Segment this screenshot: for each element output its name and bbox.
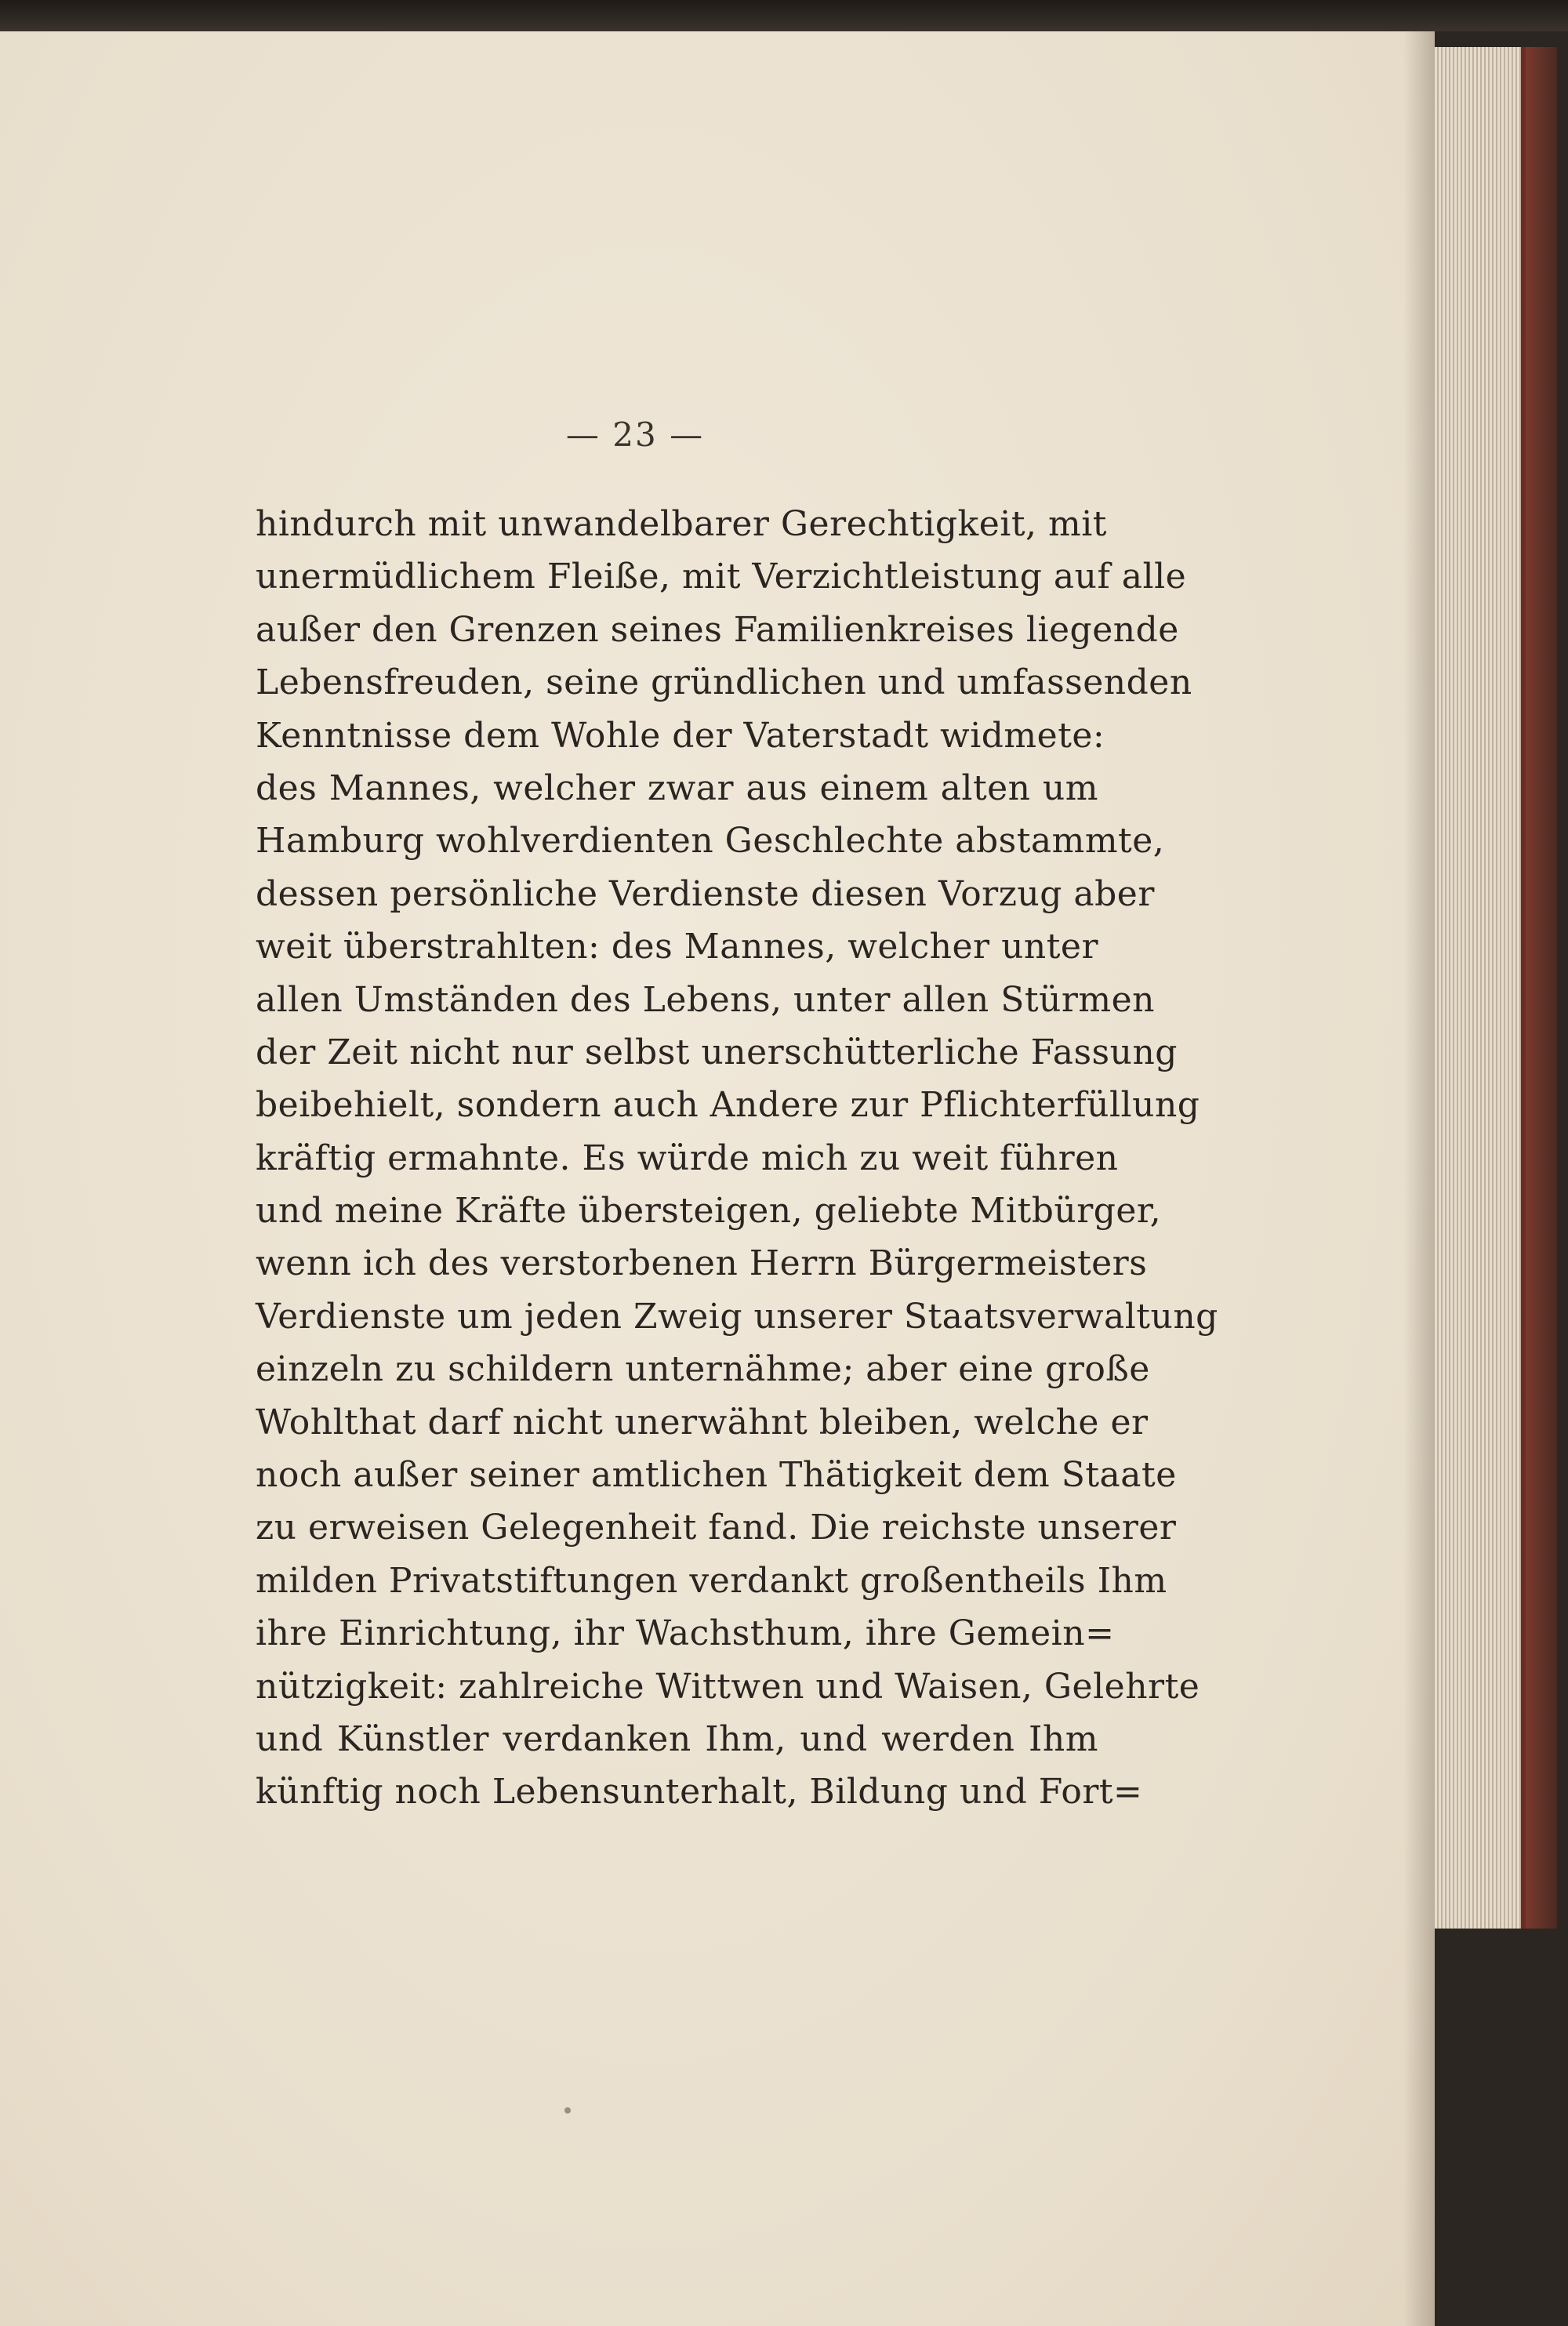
text-line: dessen persönliche Verdienste diesen Vorzug aber <box>256 873 1155 914</box>
text-line: Hamburg wohlverdienten Geschlechte abstammte, <box>256 821 1165 862</box>
page-number: — 23 — <box>565 415 705 454</box>
text-line: weit überstrahlten: des Mannes, welcher unter <box>256 927 1098 967</box>
text-line: Lebensfreuden, seine gründlichen und umfassenden <box>256 662 1192 703</box>
scan-top-border <box>0 0 1568 31</box>
text-line: hindurch mit unwandelbarer Gerechtigkeit, mit <box>256 504 1107 544</box>
page-edges <box>1435 47 1526 1929</box>
text-line: und Künstler verdanken Ihm, und werden Ihm <box>256 1718 1098 1759</box>
text-line: des Mannes, welcher zwar aus einem alten um <box>256 767 1098 808</box>
text-line: Wohlthat darf nicht unerwähnt bleiben, welche er <box>256 1402 1149 1442</box>
text-line: außer den Grenzen seines Familienkreises liegende <box>256 609 1179 650</box>
text-line: allen Umständen des Lebens, unter allen Stürmen <box>256 979 1155 1020</box>
text-line: nützigkeit: zahlreiche Wittwen und Waisen, Gelehrte <box>256 1666 1200 1707</box>
text-line: kräftig ermahnte. Es würde mich zu weit führen <box>256 1138 1119 1178</box>
text-line: Kenntnisse dem Wohle der Vaterstadt widmete: <box>256 715 1105 756</box>
page-gutter-shadow <box>1403 31 1435 2326</box>
text-line: wenn ich des verstorbenen Herrn Bürgermeisters <box>256 1243 1148 1284</box>
text-line: der Zeit nicht nur selbst unerschütterliche Fassung <box>256 1032 1178 1072</box>
paper-speck <box>564 2107 571 2114</box>
text-line: Verdienste um jeden Zweig unserer Staatsverwaltung <box>256 1296 1218 1337</box>
text-line: und meine Kräfte übersteigen, geliebte Mitbürger, <box>256 1191 1162 1232</box>
text-line: künftig noch Lebensunterhalt, Bildung und Fort= <box>256 1772 1143 1813</box>
text-line: unermüdlichem Fleiße, mit Verzichtleistung auf alle <box>256 557 1187 597</box>
text-line: noch außer seiner amtlichen Thätigkeit dem Staate <box>256 1455 1177 1496</box>
text-line: einzeln zu schildern unternähme; aber eine große <box>256 1349 1150 1390</box>
book-cover-edge <box>1526 47 1557 1929</box>
text-line: zu erweisen Gelegenheit fand. Die reichste unserer <box>256 1508 1177 1548</box>
text-line: beibehielt, sondern auch Andere zur Pflichterfüllung <box>256 1085 1200 1126</box>
text-line: milden Privatstiftungen verdankt großentheils Ihm <box>256 1560 1167 1601</box>
text-line: ihre Einrichtung, ihr Wachsthum, ihre Gemein= <box>256 1613 1115 1654</box>
scan-background <box>1435 1929 1568 2326</box>
body-text <box>256 498 1218 1819</box>
